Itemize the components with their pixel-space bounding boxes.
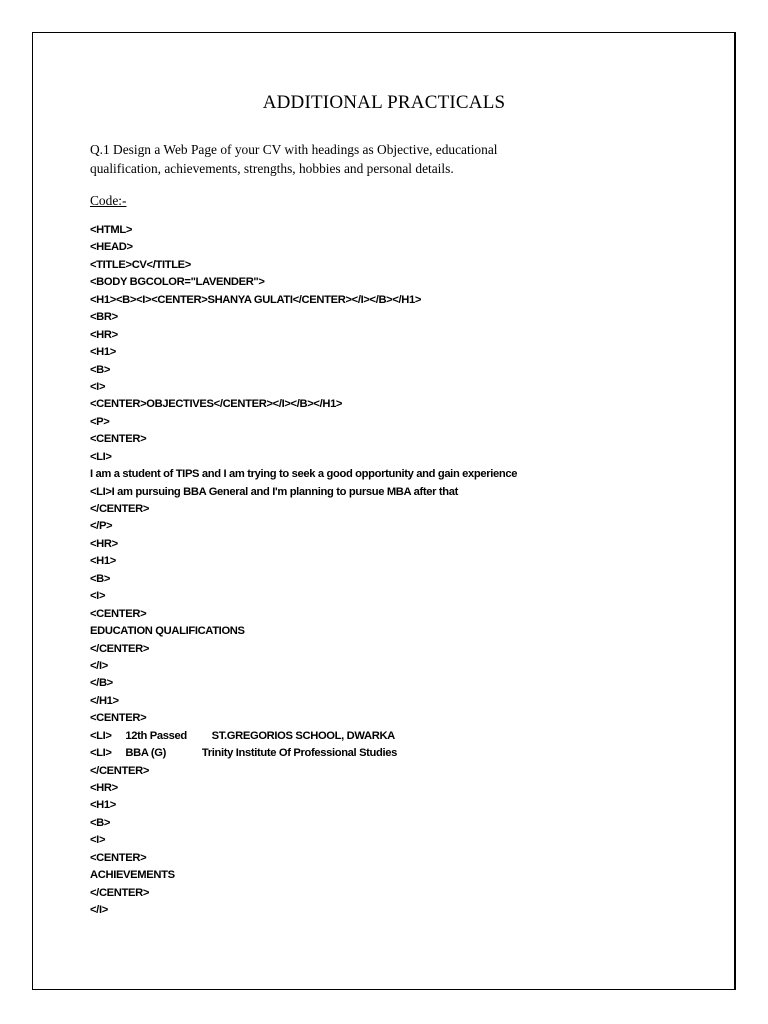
code-line: <I> [90,380,106,393]
code-line: <CENTER> [90,433,147,446]
code-line: ACHIEVEMENTS [90,869,175,882]
code-line: <LI> [90,450,112,463]
code-line: <BODY BGCOLOR="LAVENDER"> [90,276,265,289]
code-line: </CENTER> [90,503,150,515]
code-line: <H1> [90,555,116,568]
code-line: <BR> [90,311,118,324]
code-line: <CENTER> [90,712,147,725]
code-heading: Code:- [90,193,127,208]
code-line: </CENTER> [90,764,150,777]
document-title: ADDITIONAL PRACTICALS [262,92,506,113]
code-line: </H1> [90,694,119,707]
code-line: <HTML> [90,224,133,236]
question-line: Q.1 Design a Web Page of your CV with headings as Objective, educational [90,142,498,157]
code-line: </CENTER> [90,886,150,899]
code-line: </P> [90,520,113,533]
code-listing [90,222,517,920]
code-line: <LI> BBA (G) Trinity Institute Of Professional Studies [90,747,398,760]
question-line: qualification, achievements, strengths, hobbies and personal details. [90,161,454,176]
code-line: <H1> [90,346,116,359]
code-line: <I> [90,590,106,603]
code-line: <B> [90,363,111,376]
code-line: </CENTER> [90,642,150,655]
code-line: <P> [90,415,110,428]
code-line: </B> [90,677,113,690]
code-line: <CENTER>OBJECTIVES</CENTER></I></B></H1> [90,398,343,411]
code-line: <B> [90,572,111,585]
code-line: EDUCATION QUALIFICATIONS [90,625,245,638]
question-text [90,140,650,178]
code-line: <LI>I am pursuing BBA General and I'm planning to pursue MBA after that [90,485,458,498]
code-line: I am a student of TIPS and I am trying to seek a good opportunity and gain experience [90,468,518,481]
code-line: <HR> [90,537,118,550]
code-line: <LI> 12th Passed ST.GREGORIOS SCHOOL, DWARKA [90,729,395,742]
code-line: <HEAD> [90,241,133,254]
code-line: </I> [90,659,108,672]
code-line: <I> [90,834,106,847]
code-line: <B> [90,816,111,829]
code-line: <CENTER> [90,607,147,620]
code-line: <CENTER> [90,851,147,864]
code-line: </I> [90,904,108,917]
code-line: <HR> [90,328,118,341]
code-line: <H1><B><I><CENTER>SHANYA GULATI</CENTER></I></B></H1> [90,293,422,306]
code-line: <HR> [90,782,118,794]
code-line: <TITLE>CV</TITLE> [90,258,191,271]
code-line: <H1> [90,799,116,812]
